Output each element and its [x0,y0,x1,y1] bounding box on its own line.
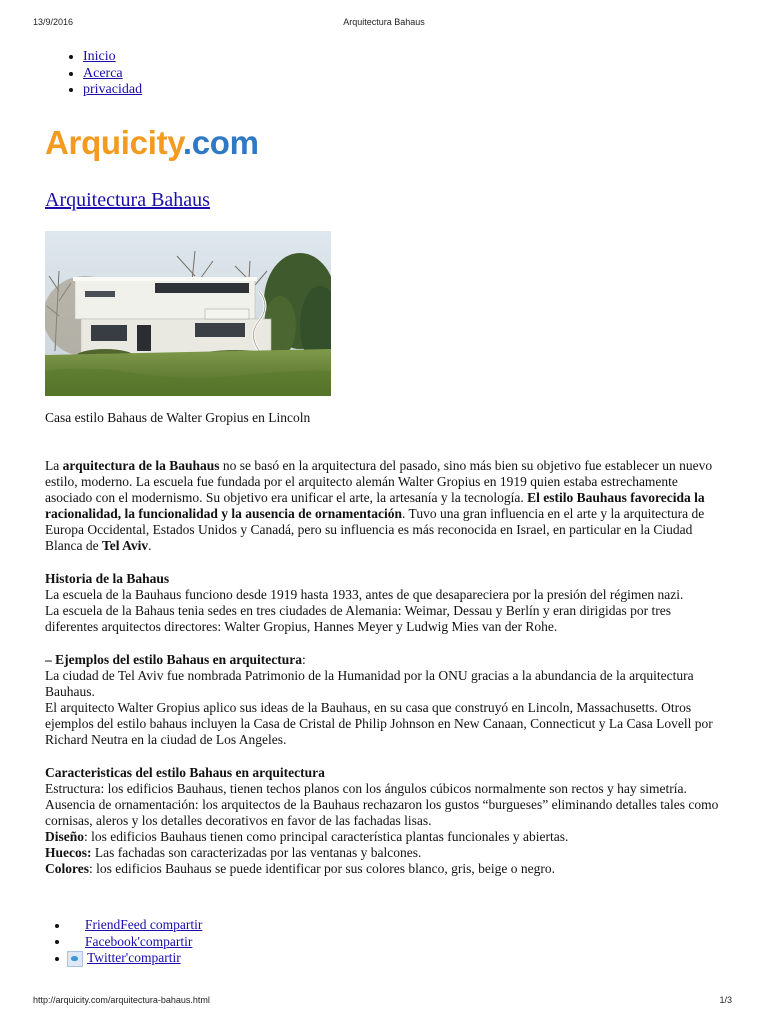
huecos-text: Las fachadas son caracterizadas por las ventanas y balcones. [91,845,422,860]
print-url: http://arquicity.com/arquitectura-bahaus.html [33,995,210,1005]
twitter-share-link[interactable]: Twitter'compartir [87,950,181,965]
intro-text-2: no se basó en la arquitectura del pasado, sino más bien su objetivo fue establecer un nuevo estilo, moderno. La escuela fue fundada por el arquitecto alemán Walter Gropius en 1919 quien estaba estrechamente asociado con el modernismo. Su objetivo era unificar el arte, la artesanía y la tecnología. [45,458,713,505]
nav-link-privacidad[interactable]: privacidad [83,82,143,97]
ejemplos-heading [45,652,725,668]
print-page-number: 1/3 [719,995,732,1005]
facebook-share-link[interactable]: Facebook'compartir [85,933,193,949]
article-body [45,458,725,877]
twitter-icon [67,951,83,967]
print-footer [0,995,768,1009]
share-list [55,917,202,967]
intro-paragraph [45,458,725,554]
bullet-icon [55,924,59,928]
intro-text-4: . [148,538,152,553]
estructura-paragraph: Estructura: los edificios Bauhaus, tienen techos planos con los ángulos cúbicos normalmente son rectos y hay simetría. [45,781,687,796]
nav-link-inicio[interactable]: Inicio [83,49,116,64]
historia-heading [45,571,725,587]
historia-paragraph-2: La escuela de la Bahaus tenia sedes en tres ciudades de Alemania: Weimar, Dessau y Berlín y eran dirigidas por tres diferentes arquitectos directores: Walter Gropius, Hannes Meyer y Ludwig Mies van der Rohe. [45,603,672,634]
intro-text-1: La [45,458,63,473]
colores-text: : los edificios Bauhaus se puede identificar por sus colores blanco, gris, beige o negro. [89,861,556,876]
ejemplos-paragraph-2: El arquitecto Walter Gropius aplico sus ideas de la Bauhaus, en su casa que construyó en Lincoln, Massachusetts. Otros ejemplos del estilo bahaus incluyen la Casa de Cristal de Philip Johnson en New Canaan, Connecticut y La Casa Lovell por Richard Neutra en la ciudad de Los Angeles. [45,700,713,747]
caracteristicas-heading-text: Caracteristicas del estilo Bahaus en arquitectura [45,765,325,780]
print-date: 13/9/2016 [33,17,74,27]
diseno-label: Diseño [45,829,85,844]
huecos-paragraph [45,845,725,861]
share-item-friendfeed [55,917,202,934]
house-photo [45,231,331,396]
logo-text-main: Arquicity [45,124,183,161]
intro-bold-3: Tel Aviv [101,538,149,553]
huecos-label: Huecos: [45,845,92,860]
bullet-icon [55,940,59,944]
nav-link-acerca[interactable]: Acerca [83,65,123,81]
print-header [0,17,768,31]
ausencia-paragraph: Ausencia de ornamentación: los arquitectos de la Bauhaus rechazaron los gustos “burgueses” eliminando detalles tales como cornisas, aleros y los detalles decorativos en favor de las fachadas lisas. [45,797,719,828]
bullet-icon [55,957,59,961]
nav-item-acerca [83,66,142,83]
nav-item-inicio [83,49,142,66]
friendfeed-icon [67,919,81,933]
share-item-twitter [55,950,202,967]
article-title[interactable]: Arquitectura Bahaus [45,189,210,211]
friendfeed-share-link[interactable]: FriendFeed compartir [85,917,203,932]
share-item-facebook [55,934,202,951]
print-page-title: Arquitectura Bahaus [343,17,425,27]
photo-caption: Casa estilo Bahaus de Walter Gropius en Lincoln [45,410,311,425]
intro-text-3: . Tuvo una gran influencia en el arte y la arquitectura de Europa Occidental, Estados Unidos y Canadá, pero su influencia es más reconocida en Israel, en particular en la Ciudad Blanca de [45,506,705,553]
intro-bold-2: El estilo Bauhaus favorecida la racionalidad, la funcionalidad y la ausencia de ornamentación [45,490,705,521]
diseno-text: : los edificios Bauhaus tienen como principal característica plantas funcionales y abiertas. [84,829,569,844]
ejemplos-heading-colon: : [302,652,306,667]
house-photo-illustration [45,231,331,396]
intro-bold-1: arquitectura de la Bauhaus [62,458,220,473]
ejemplos-heading-text: – Ejemplos del estilo Bahaus en arquitectura [45,652,303,667]
ejemplos-paragraph-1: La ciudad de Tel Aviv fue nombrada Patrimonio de la Humanidad por la ONU gracias a la abundancia de la arquitectura Bauhaus. [45,668,694,699]
caracteristicas-heading [45,765,725,781]
colores-paragraph [45,861,725,877]
historia-heading-text: Historia de la Bahaus [45,571,170,586]
facebook-icon [67,935,81,949]
nav-item-privacidad [83,82,142,99]
logo-text-domain: .com [182,124,259,161]
historia-paragraph-1: La escuela de la Bauhaus funciono desde 1919 hasta 1933, antes de que desapareciera por la presión del régimen nazi. [45,587,684,602]
top-nav [65,49,142,99]
diseno-paragraph [45,829,725,845]
colores-label: Colores [45,861,89,876]
site-logo[interactable] [45,124,259,168]
